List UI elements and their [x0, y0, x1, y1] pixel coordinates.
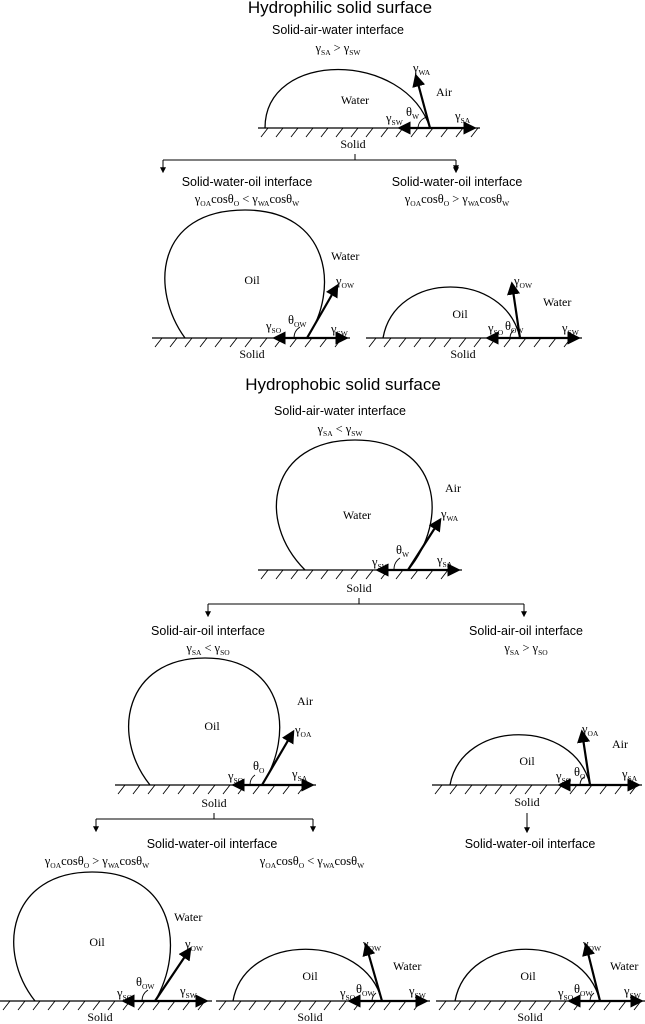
label-solid: Solid [340, 137, 366, 151]
drop-9 [436, 937, 645, 1024]
label-solid: Solid [450, 347, 476, 361]
label-theta-o: $\theta_O$ [574, 765, 586, 781]
label-air: Air [612, 737, 628, 751]
label-solid: Solid [201, 796, 227, 810]
condition-swo-left-1: $\gamma_{OA}\cos\theta_O < \gamma_{WA}\cos\theta_W$ [194, 192, 300, 208]
label-gamma-oa: $\gamma_{OA}$ [582, 722, 599, 738]
vector-wa [408, 520, 440, 570]
label-gamma-wa: $\gamma_{WA}$ [413, 61, 431, 77]
condition-swo-right-1: $\gamma_{OA}\cos\theta_O > \gamma_{WA}\cos\theta_W$ [404, 192, 510, 208]
label-air: Air [297, 694, 313, 708]
label-theta-ow: $\theta_{OW}$ [574, 982, 593, 998]
label-oil: Oil [204, 719, 220, 733]
label-gamma-so: $\gamma_{SO}$ [266, 319, 282, 335]
label-theta-w: $\theta_W$ [406, 105, 420, 121]
drop-2 [152, 210, 359, 361]
label-gamma-oa: $\gamma_{OA}$ [295, 723, 312, 739]
label-gamma-so: $\gamma_{SO}$ [558, 986, 574, 1002]
label-gamma-sw: $\gamma_{SW}$ [372, 555, 389, 571]
label-theta-ow: $\theta_{OW}$ [288, 313, 307, 329]
label-gamma-ow: $\gamma_{OW}$ [583, 937, 602, 953]
hydrophilic-title: Hydrophilic solid surface [247, 0, 433, 17]
label-theta-w: $\theta_W$ [396, 543, 410, 559]
label-theta-o: $\theta_O$ [253, 759, 265, 775]
condition-swo-right-2: $\gamma_{OA}\cos\theta_O < \gamma_{WA}\cos\theta_W$ [259, 854, 365, 870]
heading-swo-center: Solid-water-oil interface [146, 837, 278, 851]
surface-hatch [439, 1001, 641, 1010]
label-gamma-sw: $\gamma_{SW}$ [409, 984, 426, 1000]
angle-arc [394, 558, 400, 570]
label-water: Water [174, 910, 203, 924]
label-gamma-so: $\gamma_{SO}$ [488, 321, 504, 337]
label-gamma-wa: $\gamma_{WA}$ [441, 507, 459, 523]
surface-hatch [261, 128, 478, 137]
surface-hatch [435, 785, 637, 794]
drop-8 [216, 937, 430, 1024]
surface-hatch [219, 1001, 421, 1010]
label-water: Water [342, 508, 372, 522]
label-gamma-ow: $\gamma_{OW}$ [336, 274, 355, 290]
label-water: Water [340, 93, 370, 107]
condition-sao-right: $\gamma_{SA} > \gamma_{SO}$ [504, 641, 548, 657]
condition-1: $\gamma_{SA} > \gamma_{SW}$ [315, 41, 361, 57]
label-gamma-sa: $\gamma_{SA}$ [622, 767, 638, 783]
hydrophobic-title: Hydrophobic solid surface [245, 375, 441, 394]
label-gamma-sw: $\gamma_{SW}$ [386, 111, 403, 127]
branch-connector-2 [208, 598, 524, 604]
branch-connector-1 [163, 154, 456, 170]
heading-swo-right-2: Solid-water-oil interface [464, 837, 596, 851]
label-oil: Oil [452, 307, 468, 321]
heading-sao-left: Solid-air-oil interface [151, 624, 265, 638]
label-gamma-sa: $\gamma_{SA}$ [455, 109, 471, 125]
drop-3 [366, 274, 582, 361]
label-water: Water [331, 249, 360, 263]
label-gamma-so: $\gamma_{SO}$ [340, 986, 356, 1002]
label-theta-ow: $\theta_{OW}$ [136, 975, 155, 991]
label-solid: Solid [87, 1010, 113, 1024]
label-gamma-so: $\gamma_{SO}$ [117, 986, 133, 1002]
heading-sao-right: Solid-air-oil interface [469, 624, 583, 638]
label-water: Water [543, 295, 572, 309]
label-gamma-sw: $\gamma_{SW}$ [624, 984, 641, 1000]
label-gamma-ow: $\gamma_{OW}$ [185, 937, 204, 953]
surface-hatch [3, 1001, 205, 1010]
label-solid: Solid [297, 1010, 323, 1024]
label-solid: Solid [517, 1010, 543, 1024]
label-gamma-sa: $\gamma_{SA}$ [292, 767, 308, 783]
drop-5 [115, 658, 316, 810]
label-air: Air [436, 85, 452, 99]
label-theta-ow: $\theta_{OW}$ [356, 982, 375, 998]
label-solid: Solid [346, 581, 372, 595]
label-theta-ow: $\theta_{OW}$ [505, 319, 524, 335]
heading-swo-left-1: Solid-water-oil interface [181, 175, 313, 189]
heading-swo-right-1: Solid-water-oil interface [391, 175, 523, 189]
drop-7 [0, 872, 212, 1024]
condition-2: $\gamma_{SA} < \gamma_{SW}$ [317, 422, 363, 438]
label-gamma-sw: $\gamma_{SW}$ [180, 984, 197, 1000]
drop-4 [258, 440, 462, 595]
label-gamma-sw: $\gamma_{SW}$ [331, 322, 348, 338]
label-solid: Solid [514, 795, 540, 809]
label-water: Water [393, 959, 422, 973]
label-gamma-sa: $\gamma_{SA}$ [437, 553, 453, 569]
angle-arc [142, 990, 148, 1001]
label-gamma-ow: $\gamma_{OW}$ [514, 274, 533, 290]
label-oil: Oil [89, 935, 105, 949]
label-gamma-so: $\gamma_{SO}$ [556, 769, 572, 785]
label-air: Air [445, 481, 461, 495]
label-oil: Oil [244, 273, 260, 287]
surface-hatch [118, 785, 305, 794]
drop-6 [432, 722, 642, 809]
heading-saw-1: Solid-air-water interface [272, 23, 404, 37]
label-water: Water [610, 959, 639, 973]
vector-oa [262, 732, 293, 785]
label-oil: Oil [519, 754, 535, 768]
label-gamma-so: $\gamma_{SO}$ [228, 769, 244, 785]
surface-hatch [369, 338, 571, 347]
drop-1 [258, 61, 480, 151]
label-gamma-ow: $\gamma_{OW}$ [363, 937, 382, 953]
branch-connector-3 [96, 813, 313, 819]
label-oil: Oil [302, 969, 318, 983]
heading-saw-2: Solid-air-water interface [274, 404, 406, 418]
label-oil: Oil [520, 969, 536, 983]
surface-hatch [261, 570, 448, 579]
label-gamma-sw: $\gamma_{SW}$ [562, 321, 579, 337]
condition-swo-left-2: $\gamma_{OA}\cos\theta_O > \gamma_{WA}\cos\theta_W$ [44, 854, 150, 870]
condition-sao-left: $\gamma_{SA} < \gamma_{SO}$ [186, 641, 230, 657]
label-solid: Solid [239, 347, 265, 361]
angle-arc [250, 775, 255, 785]
surface-hatch [155, 338, 342, 347]
